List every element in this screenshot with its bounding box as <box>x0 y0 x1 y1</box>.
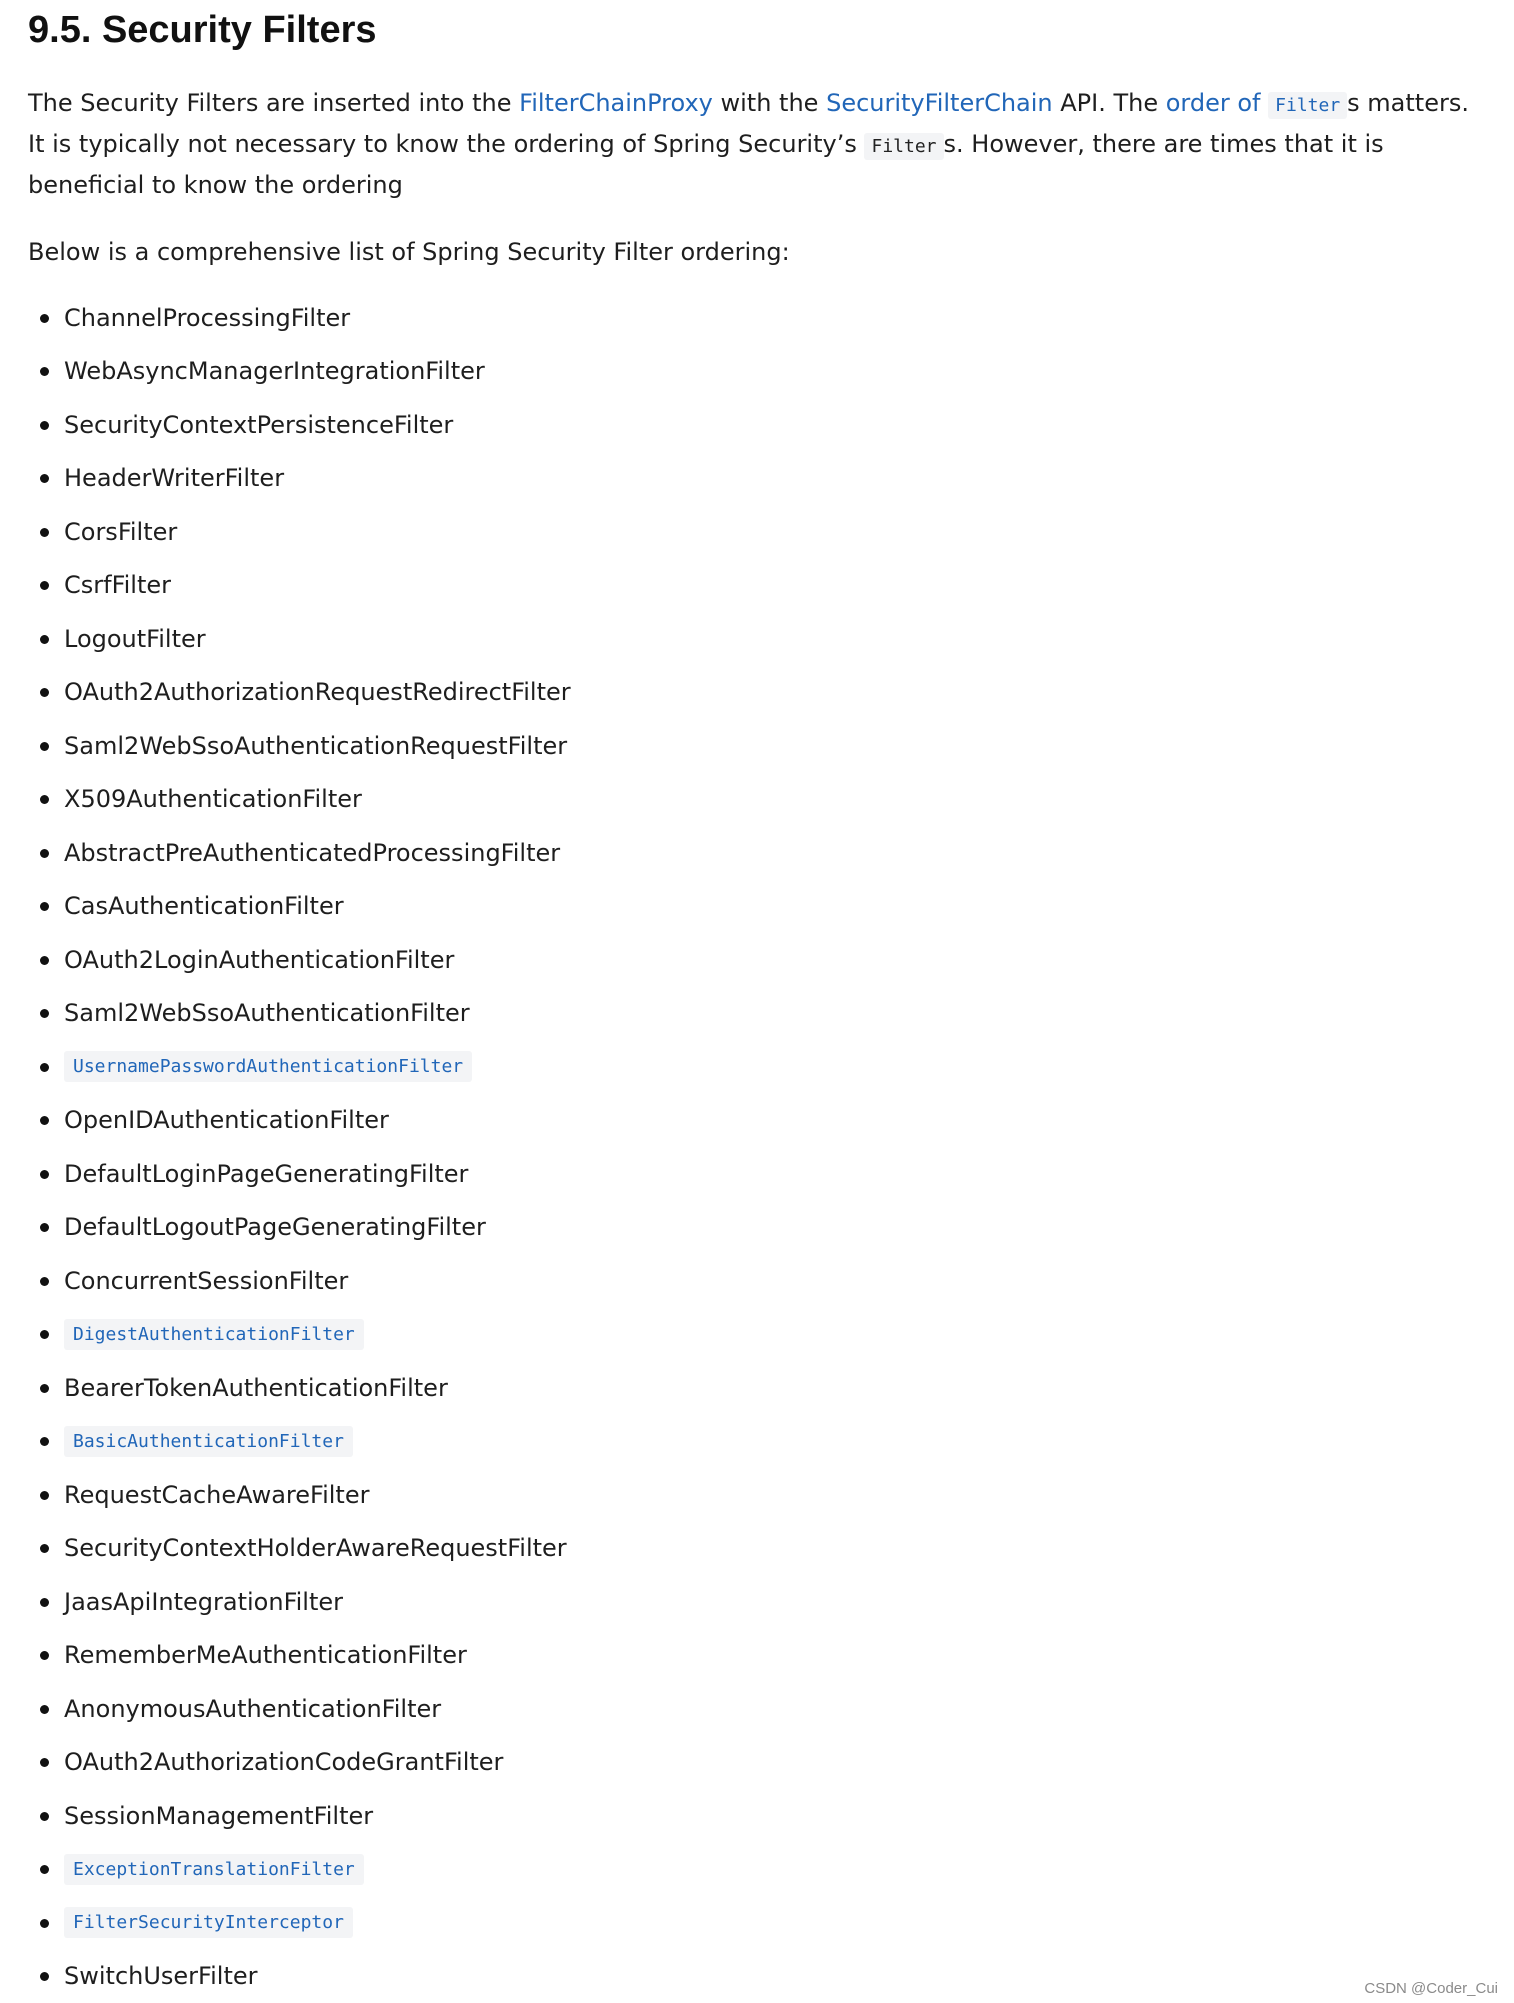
intro-text-2: with the <box>712 89 827 117</box>
list-item <box>28 345 1478 399</box>
bullet-icon <box>40 314 49 323</box>
filter-name: AnonymousAuthenticationFilter <box>64 1694 442 1723</box>
bullet-icon <box>40 1491 49 1500</box>
securityfilterchain-link[interactable]: SecurityFilterChain <box>826 89 1053 117</box>
filter-name: DefaultLogoutPageGeneratingFilter <box>64 1213 486 1242</box>
filterchainproxy-link[interactable]: FilterChainProxy <box>519 89 713 117</box>
filter-name: OAuth2AuthorizationRequestRedirectFilter <box>64 678 571 707</box>
filter-name: OAuth2LoginAuthenticationFilter <box>64 945 455 974</box>
filter-name: WebAsyncManagerIntegrationFilter <box>64 357 485 386</box>
bullet-icon <box>40 367 49 376</box>
filter-name: ChannelProcessingFilter <box>64 303 351 332</box>
list-item[interactable] <box>28 1308 1478 1362</box>
intro-text-5: s. However, there are times that it is beneficial to know the ordering <box>28 130 1384 199</box>
watermark: CSDN @Coder_Cui <box>1364 1980 1498 1997</box>
list-item <box>28 719 1478 773</box>
filter-code-link[interactable]: DigestAuthenticationFilter <box>64 1319 364 1350</box>
bullet-icon <box>40 421 49 430</box>
bullet-icon <box>40 1544 49 1553</box>
filter-name: AbstractPreAuthenticatedProcessingFilter <box>64 838 561 867</box>
list-item <box>28 1575 1478 1629</box>
bullet-icon <box>40 1705 49 1714</box>
filter-name: SecurityContextPersistenceFilter <box>64 410 454 439</box>
bullet-icon <box>40 1758 49 1767</box>
list-item <box>28 1468 1478 1522</box>
bullet-icon <box>40 1277 49 1286</box>
filter-name: RememberMeAuthenticationFilter <box>64 1641 467 1670</box>
bullet-icon <box>40 1384 49 1393</box>
filter-name: OpenIDAuthenticationFilter <box>64 1106 389 1135</box>
bullet-icon <box>40 581 49 590</box>
filter-name: X509AuthenticationFilter <box>64 785 362 814</box>
intro-text-1: The Security Filters are inserted into the <box>28 89 520 117</box>
order-filter-code: Filter <box>1268 92 1347 119</box>
list-item[interactable] <box>28 1896 1478 1950</box>
filter-name: OAuth2AuthorizationCodeGrantFilter <box>64 1748 504 1777</box>
bullet-icon <box>40 688 49 697</box>
bullet-icon <box>40 1063 49 1072</box>
bullet-icon <box>40 635 49 644</box>
filter-name: BearerTokenAuthenticationFilter <box>64 1373 448 1402</box>
list-item <box>28 505 1478 559</box>
bullet-icon <box>40 1223 49 1232</box>
list-item <box>28 987 1478 1041</box>
bullet-icon <box>40 1598 49 1607</box>
list-item <box>28 826 1478 880</box>
list-item <box>28 291 1478 345</box>
list-item <box>28 452 1478 506</box>
filter-code-link[interactable]: FilterSecurityInterceptor <box>64 1907 353 1938</box>
list-item <box>28 612 1478 666</box>
filter-name: LogoutFilter <box>64 624 206 653</box>
list-item <box>28 1254 1478 1308</box>
filter-name: Saml2WebSsoAuthenticationFilter <box>64 999 470 1028</box>
filter-code-link[interactable]: UsernamePasswordAuthenticationFilter <box>64 1051 472 1082</box>
filter-name: SwitchUserFilter <box>64 1962 258 1991</box>
list-item[interactable] <box>28 1415 1478 1469</box>
filter-name: ConcurrentSessionFilter <box>64 1266 349 1295</box>
filter-name: SecurityContextHolderAwareRequestFilter <box>64 1534 567 1563</box>
bullet-icon <box>40 1116 49 1125</box>
bullet-icon <box>40 1812 49 1821</box>
filter-name: CorsFilter <box>64 517 178 546</box>
bullet-icon <box>40 1651 49 1660</box>
filter-name: SessionManagementFilter <box>64 1801 374 1830</box>
filter-name: JaasApiIntegrationFilter <box>64 1587 343 1616</box>
bullet-icon <box>40 1919 49 1928</box>
filter-code-link[interactable]: BasicAuthenticationFilter <box>64 1426 353 1457</box>
list-item <box>28 1201 1478 1255</box>
list-item <box>28 1736 1478 1790</box>
filter-code-link[interactable]: ExceptionTranslationFilter <box>64 1854 364 1885</box>
list-item <box>28 1789 1478 1843</box>
bullet-icon <box>40 902 49 911</box>
bullet-icon <box>40 1972 49 1981</box>
filter-name: CasAuthenticationFilter <box>64 892 344 921</box>
document-page <box>28 0 1478 2003</box>
list-item[interactable] <box>28 1843 1478 1897</box>
list-item <box>28 1950 1478 2003</box>
list-item <box>28 933 1478 987</box>
bullet-icon <box>40 474 49 483</box>
list-item <box>28 773 1478 827</box>
bullet-icon <box>40 1330 49 1339</box>
list-item <box>28 398 1478 452</box>
filter-name: CsrfFilter <box>64 571 172 600</box>
bullet-icon <box>40 1437 49 1446</box>
list-item[interactable] <box>28 1040 1478 1094</box>
list-item <box>28 880 1478 934</box>
bullet-icon <box>40 742 49 751</box>
list-item <box>28 1094 1478 1148</box>
filter-name: RequestCacheAwareFilter <box>64 1480 370 1509</box>
filter-name: DefaultLoginPageGeneratingFilter <box>64 1159 469 1188</box>
intro-text-3: API. The <box>1052 89 1166 117</box>
bullet-icon <box>40 1865 49 1874</box>
order-of-filters-link[interactable] <box>1166 89 1347 117</box>
list-item <box>28 1629 1478 1683</box>
section-title: 9.5. Security Filters <box>28 9 377 51</box>
bullet-icon <box>40 849 49 858</box>
list-lead-paragraph: Below is a comprehensive list of Spring Security Filter ordering: <box>28 238 790 266</box>
bullet-icon <box>40 956 49 965</box>
bullet-icon <box>40 1170 49 1179</box>
order-of-link-text: order of <box>1165 89 1269 117</box>
list-item <box>28 559 1478 613</box>
list-item <box>28 1361 1478 1415</box>
filter-inline-code: Filter <box>864 133 943 160</box>
list-item <box>28 1147 1478 1201</box>
list-item <box>28 1682 1478 1736</box>
list-item <box>28 666 1478 720</box>
intro-text-4: s matters. It is typically not necessary to know the ordering of Spring Security’s <box>28 89 1469 158</box>
bullet-icon <box>40 1009 49 1018</box>
intro-paragraph <box>28 84 1478 204</box>
filter-name: HeaderWriterFilter <box>64 464 285 493</box>
list-item <box>28 1522 1478 1576</box>
filter-order-list <box>28 291 1478 2003</box>
bullet-icon <box>40 528 49 537</box>
filter-name: Saml2WebSsoAuthenticationRequestFilter <box>64 731 568 760</box>
bullet-icon <box>40 795 49 804</box>
